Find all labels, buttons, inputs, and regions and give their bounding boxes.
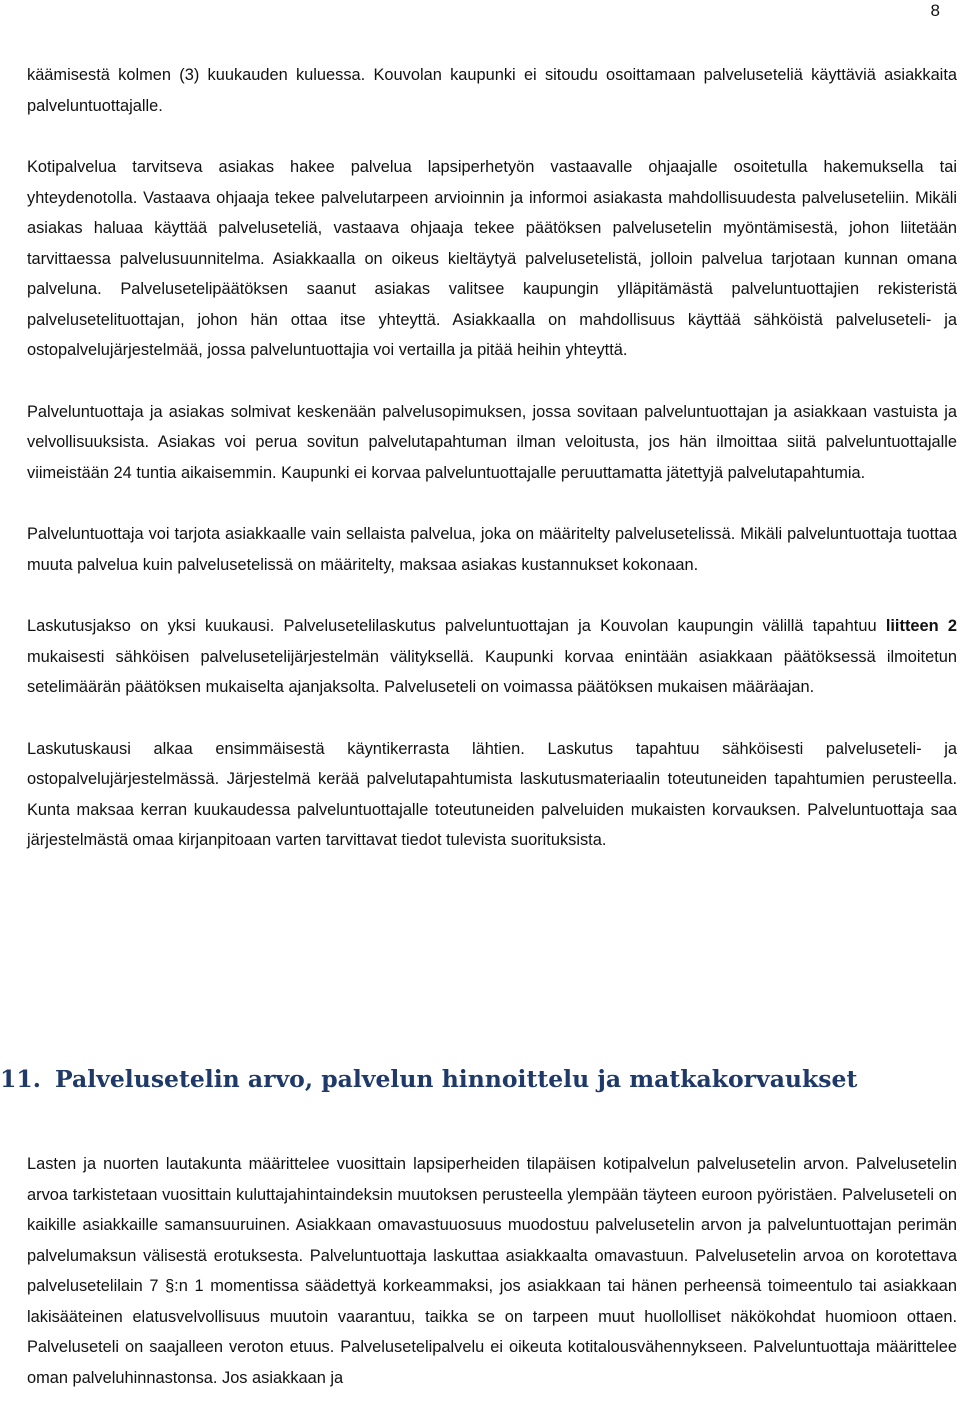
paragraph-billing [27, 611, 957, 703]
billing-text-before: Laskutusjakso on yksi kuukausi. Palvelusetelilaskutus palveluntuottajan ja Kouvolan kaupungin välillä tapahtuu [27, 617, 886, 635]
section-heading [0, 1062, 940, 1096]
section-body-text [27, 1149, 957, 1393]
section-title: Palvelusetelin arvo, palvelun hinnoittelu ja matkakorvaukset [55, 1065, 858, 1093]
billing-text-after: mukaisesti sähköisen palvelusetelijärjestelmän välityksellä. Kaupunki korvaa enintään asiakkaan päätöksessä ilmoitetun setelimäärän päätöksen mukaiselta ajanjaksolta. Palveluseteli on voimassa päätöksen mukaisen määräajan. [27, 647, 957, 696]
paragraph-2: Kotipalvelua tarvitseva asiakas hakee palvelua lapsiperhetyön vastaavalle ohjaajalle osoitetulla hakemuksella tai yhteydenotolla. Vastaava ohjaaja tekee palvelutarpeen arvioinnin ja informoi asiakasta mahdollisuudesta palveluseteliin. Mikäli asiakas haluaa käyttää palveluseteliä, vastaava ohjaaja tekee päätöksen palvelusetelin myöntämisestä, johon liitetään tarvittaessa palvelusuunnitelma. Asiakkaalla on oikeus kieltäytyä palvelusetelistä, jolloin palvelua tarjotaan kunnan omana palveluna. Palvelusetelipäätöksen saanut asiakas valitsee kaupungin ylläpitämästä palveluntuottajien rekisteristä palvelusetelituottajan, johon hän ottaa itse yhteyttä. Asiakkaalla on mahdollisuus käyttää sähköistä palveluseteli- ja ostopalvelujärjestelmää, jossa palveluntuottajia voi vertailla ja pitää heihin yhteyttä. [27, 158, 957, 359]
section-paragraph: Lasten ja nuorten lautakunta määrittelee vuosittain lapsiperheiden tilapäisen kotipalvelun palvelusetelin arvon. Palvelusetelin arvoa tarkistetaan vuosittain kuluttajahintaindeksin muutoksen perusteella ylempään täyteen euroon pyöristäen. Palveluseteli on kaikille asiakkaille samansuuruinen. Asiakkaan omavastuuosuus muodostuu palvelusetelin arvon ja palveluntuottajan perimän palvelumaksun välisestä erotuksesta. Palveluntuottaja laskuttaa asiakkaalta omavastuun. Palvelusetelin arvoa on korotettava palvelusetelilain 7 §:n 1 momentissa säädettyä korkeammaksi, jos asiakkaan tai hänen perheensä toimeentulo tai asiakkaan lakisääteinen elatusvelvollisuus muutoin vaarantuu, taikka se on tarpeen muut huollolliset näkökohdat huomioon ottaen. Palveluseteli on saajalleen veroton etuus. Palvelusetelipalvelu ei oikeuta kotitalousvähennykseen. Palveluntuottaja määrittelee oman palveluhinnastonsa. Jos asiakkaan ja [27, 1155, 957, 1387]
body-text [27, 60, 957, 856]
paragraph-billing-period: Laskutuskausi alkaa ensimmäisestä käyntikerrasta lähtien. Laskutus tapahtuu sähköisesti palveluseteli- ja ostopalvelujärjestelmässä. Järjestelmä kerää palvelutapahtumista laskutusmateriaalin toteutuneiden tapahtumien perusteella. Kunta maksaa kerran kuukaudessa palveluntuottajalle toteutuneiden palveluiden mukaisten korvauksen. Palveluntuottaja saa järjestelmästä omaa kirjanpitoaan varten tarvittavat tiedot tulevista suorituksista. [27, 739, 957, 849]
paragraph-4: Palveluntuottaja voi tarjota asiakkaalle vain sellaista palvelua, joka on määritelty palvelusetelissä. Mikäli palveluntuottaja tuottaa muuta palvelua kuin palvelusetelissä on määritelty, maksaa asiakas kustannukset kokonaan. [27, 525, 957, 574]
paragraph-3: Palveluntuottaja ja asiakas solmivat keskenään palvelusopimuksen, jossa sovitaan palveluntuottajan ja asiakkaan vastuista ja velvollisuuksista. Asiakas voi perua sovitun palvelutapahtuman ilman veloitusta, jos hän ilmoittaa siitä palveluntuottajalle viimeistään 24 tuntia aikaisemmin. Kaupunki ei korvaa palveluntuottajalle peruuttamatta jätettyjä palvelutapahtumia. [27, 402, 957, 482]
paragraph-1: käämisestä kolmen (3) kuukauden kuluessa. Kouvolan kaupunki ei sitoudu osoittamaan palveluseteliä käyttäviä asiakkaita palveluntuottajalle. [27, 66, 957, 115]
section-number: 11. [0, 1065, 41, 1093]
attachment-reference: liitteen 2 [885, 617, 958, 635]
page-number: 8 [930, 1, 940, 20]
